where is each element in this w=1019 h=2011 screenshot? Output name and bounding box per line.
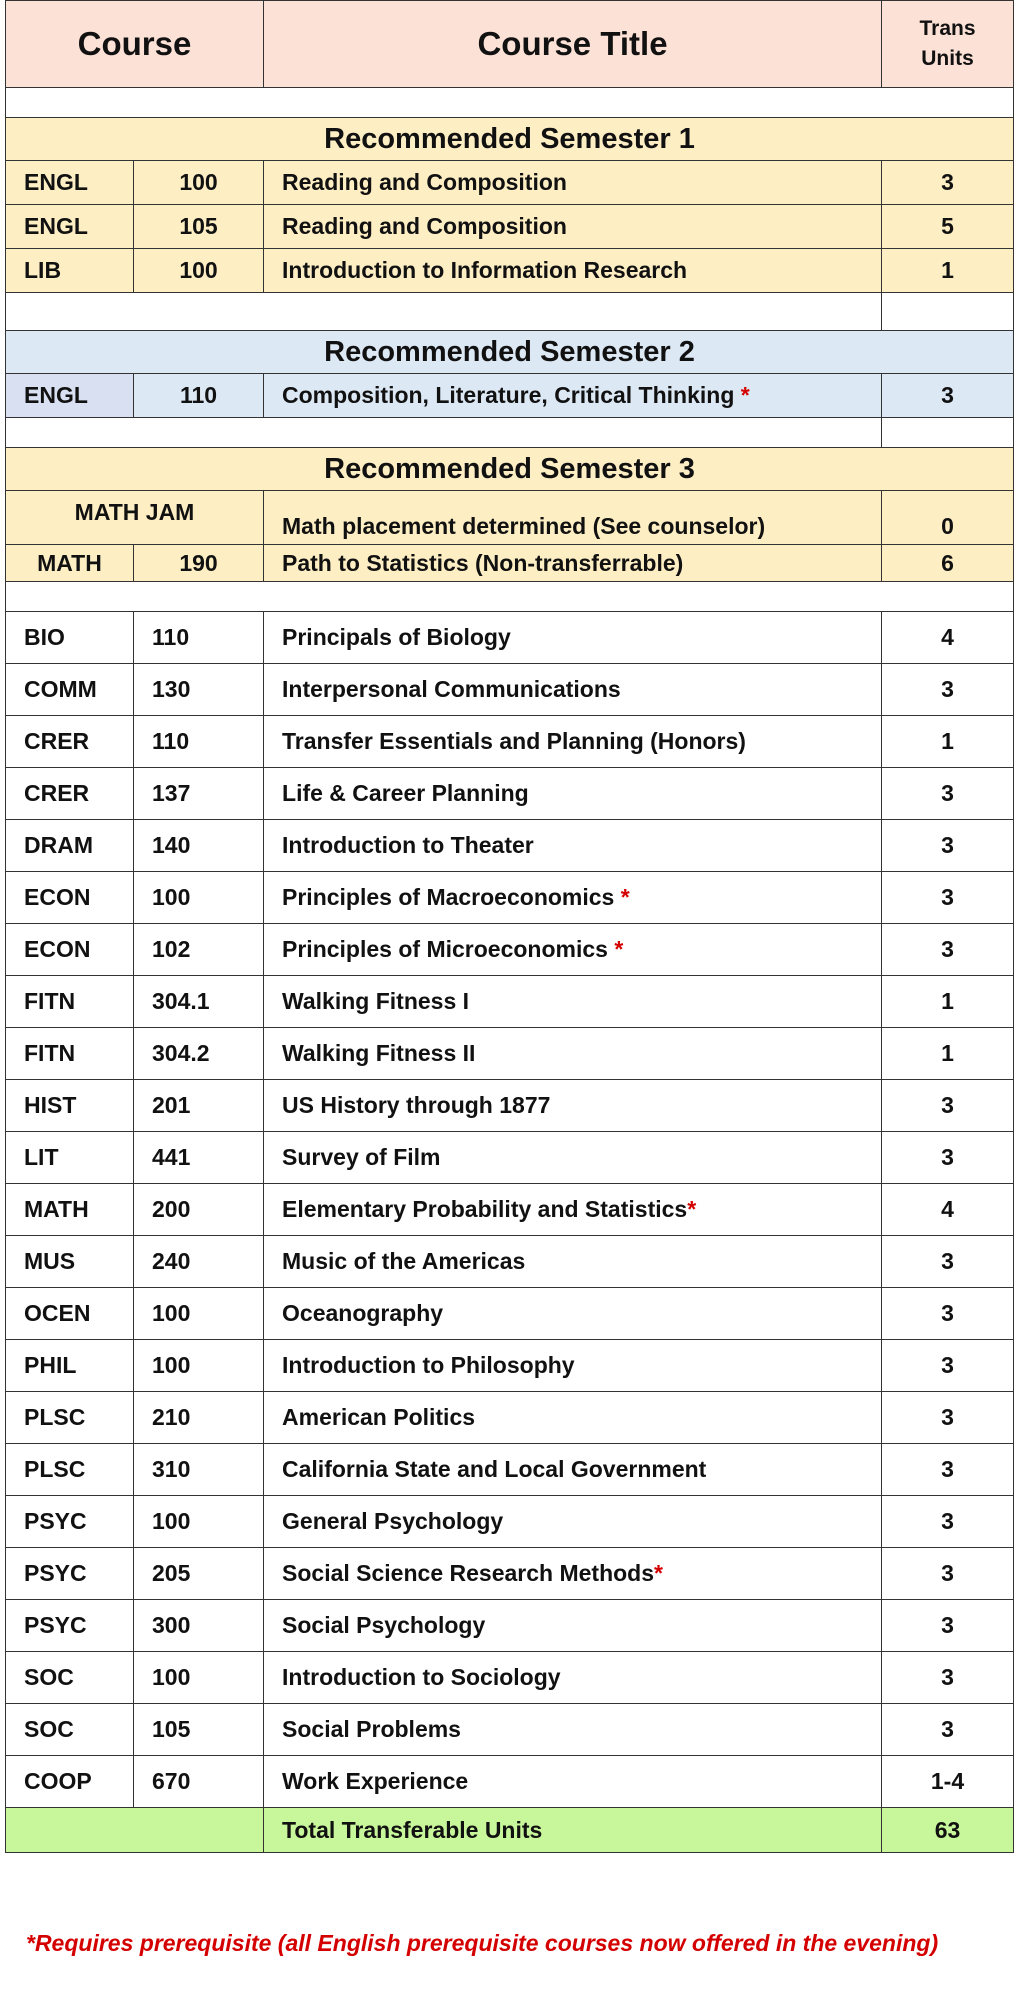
table-row: [6, 374, 1014, 418]
table-row: [6, 1444, 1014, 1496]
course-number: 670: [134, 1756, 264, 1808]
table-row: [6, 976, 1014, 1028]
course-units: 3: [882, 1132, 1014, 1184]
course-subject: ENGL: [6, 161, 134, 205]
course-title: [264, 820, 882, 872]
course-units: 1: [882, 976, 1014, 1028]
course-units: 3: [882, 1080, 1014, 1132]
course-units: 3: [882, 1652, 1014, 1704]
course-title-text: Composition, Literature, Critical Thinking: [282, 382, 741, 408]
course-subject: LIB: [6, 249, 134, 293]
course-title-text: US History through 1877: [282, 1092, 551, 1118]
course-title: [264, 976, 882, 1028]
course-units: 3: [882, 374, 1014, 418]
semester-label: Recommended Semester 3: [6, 448, 1014, 491]
course-number: 100: [134, 1496, 264, 1548]
course-title-text: Walking Fitness I: [282, 988, 470, 1014]
course-number: 310: [134, 1444, 264, 1496]
table-row: [6, 1236, 1014, 1288]
table-row: [6, 1132, 1014, 1184]
semester-1-heading: [6, 118, 1014, 161]
course-units: 3: [882, 1444, 1014, 1496]
course-number: 105: [134, 205, 264, 249]
course-title: Introduction to Information Research: [264, 249, 882, 293]
course-subject: ECON: [6, 924, 134, 976]
course-title-text: Elementary Probability and Statistics: [282, 1196, 688, 1222]
course-title-text: Life & Career Planning: [282, 780, 529, 806]
course-units: 1: [882, 249, 1014, 293]
course-title: [264, 872, 882, 924]
spacer-row: [6, 418, 1014, 448]
semester-2-heading: [6, 331, 1014, 374]
course-number: 100: [134, 1340, 264, 1392]
course-subject: COMM: [6, 664, 134, 716]
course-title: Reading and Composition: [264, 205, 882, 249]
course-subject: MUS: [6, 1236, 134, 1288]
course-number: 110: [134, 612, 264, 664]
course-subject: FITN: [6, 1028, 134, 1080]
course-subject: PSYC: [6, 1496, 134, 1548]
course-number: 110: [134, 374, 264, 418]
course-title-text: Walking Fitness II: [282, 1040, 476, 1066]
course-title-text: General Psychology: [282, 1508, 504, 1534]
table-row: [6, 1496, 1014, 1548]
table-row: [6, 1340, 1014, 1392]
course-title: [264, 716, 882, 768]
table-row: [6, 1028, 1014, 1080]
course-title-text: Introduction to Philosophy: [282, 1352, 575, 1378]
table-row: [6, 161, 1014, 205]
course-subject: MATH: [6, 1184, 134, 1236]
course-units: 3: [882, 1496, 1014, 1548]
course-subject: BIO: [6, 612, 134, 664]
table-row: [6, 1392, 1014, 1444]
course-title: [264, 924, 882, 976]
spacer-row: [6, 582, 1014, 612]
semester-label: Recommended Semester 1: [6, 118, 1014, 161]
course-subject: PSYC: [6, 1600, 134, 1652]
course-title: [264, 768, 882, 820]
course-subject: PSYC: [6, 1548, 134, 1600]
course-number: 304.2: [134, 1028, 264, 1080]
course-title-text: Social Science Research Methods: [282, 1560, 655, 1586]
course-subject: COOP: [6, 1756, 134, 1808]
header-course-title: Course Title: [264, 1, 882, 88]
math-jam-label: MATH JAM: [6, 491, 264, 545]
course-number: 102: [134, 924, 264, 976]
course-units: 1: [882, 1028, 1014, 1080]
course-number: 140: [134, 820, 264, 872]
header-row: [6, 1, 1014, 88]
course-number: 100: [134, 1288, 264, 1340]
table-row: [6, 1548, 1014, 1600]
course-units: 4: [882, 1184, 1014, 1236]
course-units: 3: [882, 872, 1014, 924]
course-title: [264, 1444, 882, 1496]
table-row: [6, 716, 1014, 768]
course-title-text: Oceanography: [282, 1300, 444, 1326]
course-subject: OCEN: [6, 1288, 134, 1340]
course-title: [264, 612, 882, 664]
total-label: Total Transferable Units: [264, 1808, 882, 1853]
header-units-line2: Units: [921, 47, 974, 70]
course-plan-table: [5, 0, 1014, 1853]
course-subject: PHIL: [6, 1340, 134, 1392]
course-subject: SOC: [6, 1652, 134, 1704]
course-units: 5: [882, 205, 1014, 249]
table-row: [6, 1704, 1014, 1756]
course-units: 3: [882, 820, 1014, 872]
course-title-text: American Politics: [282, 1404, 476, 1430]
course-title: [264, 1184, 882, 1236]
course-title-text: Work Experience: [282, 1768, 469, 1794]
course-title-text: Introduction to Theater: [282, 832, 534, 858]
total-units: 63: [882, 1808, 1014, 1853]
course-number: 110: [134, 716, 264, 768]
course-title-text: Music of the Americas: [282, 1248, 526, 1274]
course-units: 1: [882, 716, 1014, 768]
course-number: 200: [134, 1184, 264, 1236]
course-title: [264, 1236, 882, 1288]
table-row: [6, 1184, 1014, 1236]
course-subject: ENGL: [6, 205, 134, 249]
prerequisite-marker: *: [740, 382, 750, 408]
course-subject: CRER: [6, 768, 134, 820]
course-number: 130: [134, 664, 264, 716]
course-title: Math placement determined (See counselor): [264, 491, 882, 545]
course-title: Path to Statistics (Non-transferrable): [264, 545, 882, 582]
course-title-text: Survey of Film: [282, 1144, 441, 1170]
table-row: [6, 664, 1014, 716]
course-number: 100: [134, 1652, 264, 1704]
course-title: [264, 1548, 882, 1600]
table-row: [6, 1288, 1014, 1340]
course-units: 3: [882, 1236, 1014, 1288]
course-units: 3: [882, 161, 1014, 205]
course-subject: ENGL: [6, 374, 134, 418]
course-number: 300: [134, 1600, 264, 1652]
table-row: [6, 205, 1014, 249]
course-title-text: Principles of Macroeconomics: [282, 884, 621, 910]
table-row: [6, 820, 1014, 872]
math-jam-row: [6, 491, 1014, 545]
course-title: [264, 1028, 882, 1080]
spacer-row: [6, 293, 1014, 331]
course-units: 3: [882, 1288, 1014, 1340]
table-row: [6, 768, 1014, 820]
course-number: 205: [134, 1548, 264, 1600]
course-subject: FITN: [6, 976, 134, 1028]
prerequisite-marker: *: [620, 884, 630, 910]
course-number: 201: [134, 1080, 264, 1132]
course-number: 240: [134, 1236, 264, 1288]
prerequisite-marker: *: [614, 936, 624, 962]
course-title: [264, 1392, 882, 1444]
table-row: [6, 872, 1014, 924]
course-title: [264, 1704, 882, 1756]
course-title-text: Interpersonal Communications: [282, 676, 621, 702]
table-row: [6, 1652, 1014, 1704]
course-units: 3: [882, 1392, 1014, 1444]
course-title: [264, 1756, 882, 1808]
course-units: 3: [882, 1704, 1014, 1756]
course-title: [264, 1600, 882, 1652]
course-title: [264, 1288, 882, 1340]
course-title-text: Principles of Microeconomics: [282, 936, 615, 962]
course-title-text: Principals of Biology: [282, 624, 511, 650]
table-row: [6, 249, 1014, 293]
semester-3-heading: [6, 448, 1014, 491]
course-title: [264, 1652, 882, 1704]
course-title: Reading and Composition: [264, 161, 882, 205]
prerequisite-marker: *: [654, 1560, 663, 1586]
course-subject: DRAM: [6, 820, 134, 872]
header-units-line1: Trans: [919, 17, 976, 40]
total-row: [6, 1808, 1014, 1853]
course-subject: HIST: [6, 1080, 134, 1132]
course-units: 3: [882, 768, 1014, 820]
course-title-text: California State and Local Government: [282, 1456, 707, 1482]
prerequisite-marker: *: [687, 1196, 697, 1222]
course-subject: LIT: [6, 1132, 134, 1184]
course-number: 210: [134, 1392, 264, 1444]
course-subject: SOC: [6, 1704, 134, 1756]
course-subject: ECON: [6, 872, 134, 924]
course-subject: MATH: [6, 545, 134, 582]
table-row: [6, 1600, 1014, 1652]
course-units: 1-4: [882, 1756, 1014, 1808]
course-title-text: Social Psychology: [282, 1612, 486, 1638]
course-subject: PLSC: [6, 1444, 134, 1496]
course-title: [264, 664, 882, 716]
course-units: 0: [882, 491, 1014, 545]
spacer-row: [6, 88, 1014, 118]
course-units: 3: [882, 924, 1014, 976]
course-number: 190: [134, 545, 264, 582]
course-subject: PLSC: [6, 1392, 134, 1444]
course-title-text: Social Problems: [282, 1716, 461, 1742]
course-title: [264, 1132, 882, 1184]
table-row: [6, 924, 1014, 976]
course-number: 137: [134, 768, 264, 820]
table-row: [6, 1080, 1014, 1132]
header-course: Course: [6, 1, 264, 88]
course-title: [264, 1340, 882, 1392]
course-units: 4: [882, 612, 1014, 664]
course-title: [264, 1080, 882, 1132]
course-subject: CRER: [6, 716, 134, 768]
course-title-text: Introduction to Sociology: [282, 1664, 561, 1690]
prerequisite-footnote: *Requires prerequisite (all English prerequisite courses now offered in the evening): [26, 1930, 939, 1956]
table-row: [6, 612, 1014, 664]
course-units: 6: [882, 545, 1014, 582]
table-row: [6, 545, 1014, 582]
course-number: 100: [134, 161, 264, 205]
course-title-text: Transfer Essentials and Planning (Honors): [282, 728, 746, 754]
course-title: [264, 374, 882, 418]
semester-label: Recommended Semester 2: [6, 331, 1014, 374]
header-trans-units: [882, 1, 1014, 88]
course-number: 105: [134, 1704, 264, 1756]
course-units: 3: [882, 1340, 1014, 1392]
course-units: 3: [882, 664, 1014, 716]
course-units: 3: [882, 1600, 1014, 1652]
table-row: [6, 1756, 1014, 1808]
course-number: 441: [134, 1132, 264, 1184]
course-number: 100: [134, 872, 264, 924]
course-title: [264, 1496, 882, 1548]
course-units: 3: [882, 1548, 1014, 1600]
course-number: 304.1: [134, 976, 264, 1028]
course-number: 100: [134, 249, 264, 293]
